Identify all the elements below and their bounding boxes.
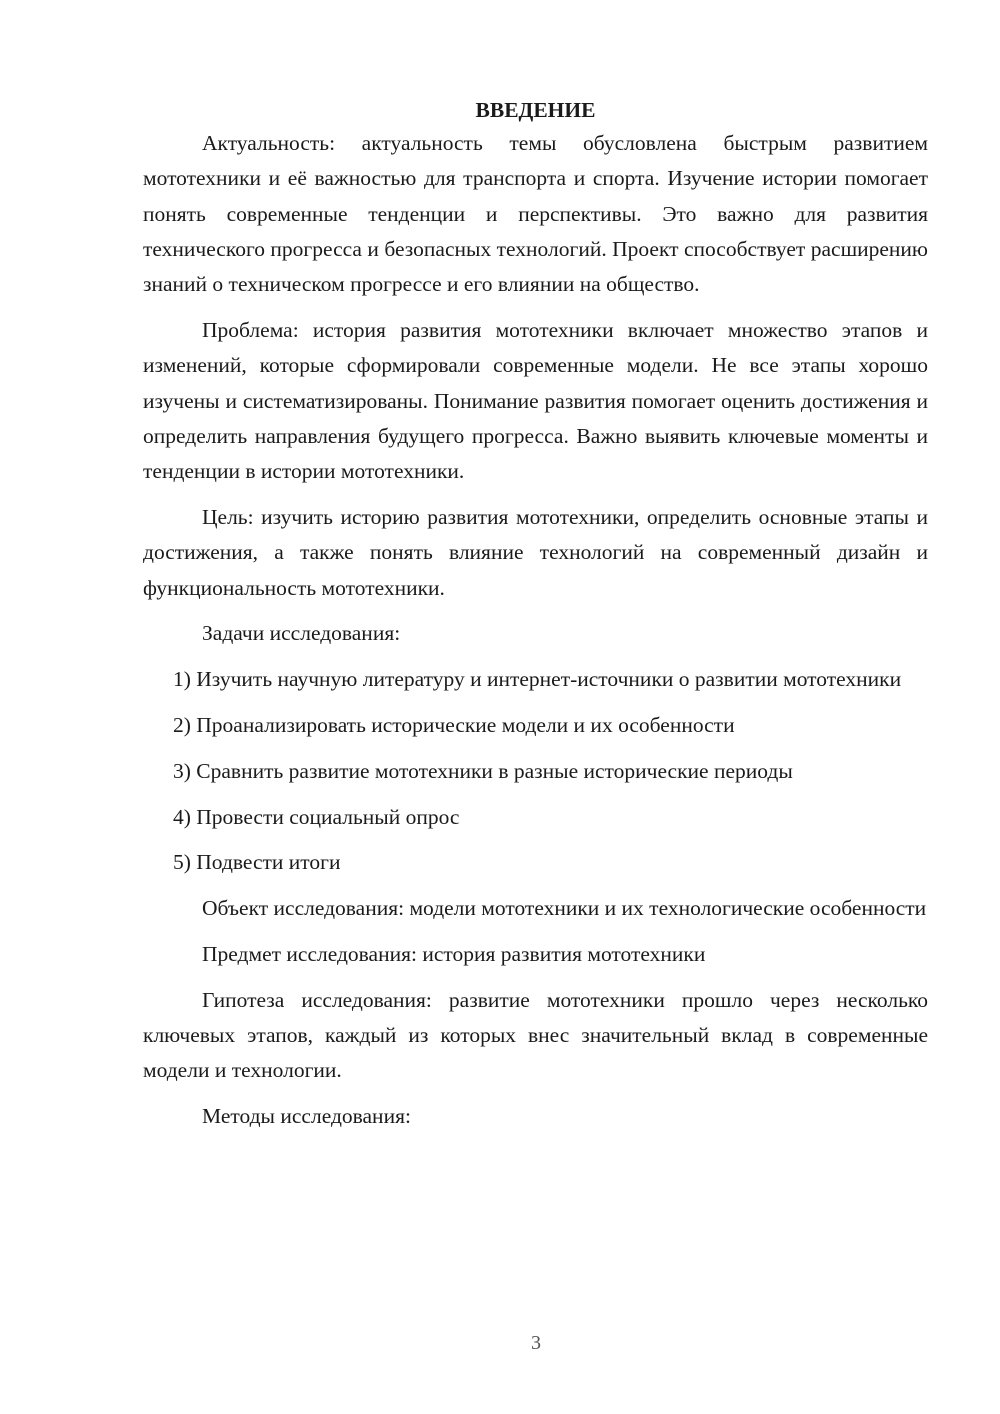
tasks-list: [143, 662, 928, 880]
list-item: 5) Подвести итоги: [173, 850, 341, 875]
subject-paragraph: Предмет исследования: история развития мототехники: [202, 941, 706, 966]
list-item: 4) Провести социальный опрос: [173, 804, 460, 829]
list-item: 2) Проанализировать исторические модели и их особенности: [173, 712, 735, 737]
page-number: 3: [531, 1332, 541, 1354]
relevance-paragraph: Актуальность: актуальность темы обусловлена быстрым развитием мототехники и её важностью для транспорта и спорта. Изучение истории помогает понять современные тенденции и перспективы. Это важно для развития технического прогресса и безопасных технологий. Проект способствует расширению знаний о техническом прогрессе и его влиянии на общество.: [143, 131, 928, 297]
object-paragraph: Объект исследования: модели мототехники и их технологические особенности: [202, 896, 927, 921]
problem-paragraph: Проблема: история развития мототехники включает множество этапов и изменений, которые сформировали современные модели. Не все этапы хорошо изучены и систематизированы. Понимание развития помогает оценить достижения и определить направления будущего прогресса. Важно выявить ключевые моменты и тенденции в истории мототехники.: [143, 317, 928, 484]
goal-paragraph: Цель: изучить историю развития мототехники, определить основные этапы и достижения, а также понять влияние технологий на современный дизайн и функциональность мототехники.: [143, 504, 928, 600]
list-item: 3) Сравнить развитие мототехники в разные исторические периоды: [173, 758, 793, 783]
list-item: 1) Изучить научную литературу и интернет-источники о развитии мототехники: [173, 667, 902, 692]
section-title: ВВЕДЕНИЕ: [475, 98, 596, 122]
methods-heading: Методы исследования:: [202, 1104, 411, 1129]
page-content: [143, 95, 928, 1145]
tasks-heading: Задачи исследования:: [202, 621, 401, 646]
hypothesis-paragraph: Гипотеза исследования: развитие мототехники прошло через несколько ключевых этапов, каждый из которых внес значительный вклад в современные модели и технологии.: [143, 987, 928, 1083]
